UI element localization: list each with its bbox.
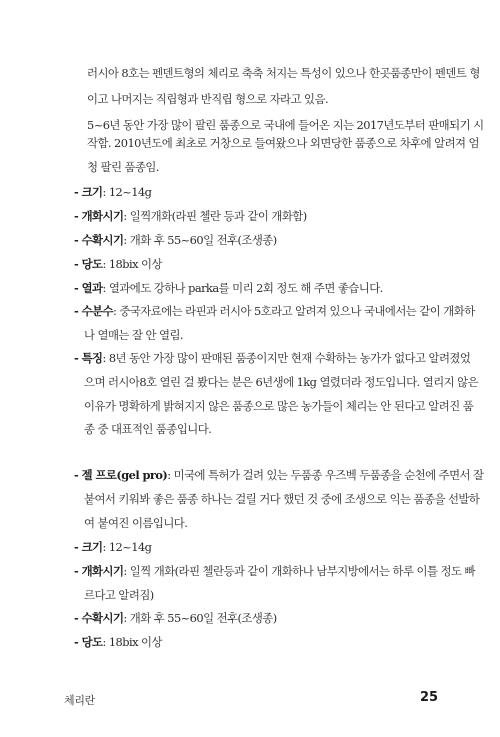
spec-harvest (74, 233, 277, 247)
spec-bloom (74, 564, 475, 578)
spec-value: : 18bix 이상 (102, 635, 162, 649)
spec-label: - 개화시기 (74, 564, 124, 578)
spec-value: : 중국자료에는 라핀과 러시아 5호라고 알려져 있으나 국내에서는 같이 개화하 (112, 304, 475, 318)
spec-continuation: 으며 러시아8호 열린 걸 봤다는 분은 6년생에 1kg 열렸더라 정도입니다. 열리지 않은 (84, 375, 479, 389)
intro-line: 이고 나머지는 직립형과 반직립 형으로 자라고 있음. (87, 92, 329, 106)
spec-label: - 수확시기 (74, 233, 124, 247)
spec-continuation: 여 붙여진 이름입니다. (84, 516, 188, 530)
spec-size (74, 540, 151, 554)
spec-crack (74, 281, 383, 295)
spec-value: : 18bix 이상 (102, 257, 162, 271)
spec-label: - 당도 (74, 635, 103, 649)
spec-continuation: 나 열매는 잘 안 열림. (84, 328, 183, 342)
intro-line: 러시아 8호는 펜덴트형의 체리로 축축 처지는 특성이 있으나 한곳품종만이 펜덴트 형 (87, 66, 480, 80)
spec-label: - 젤 프로(gel pro) (74, 468, 168, 482)
spec-value: : 개화 후 55~60일 전후(조생종) (123, 233, 277, 247)
spec-label: - 크기 (74, 185, 103, 199)
spec-continuation: 종 중 대표적인 품종입니다. (84, 422, 212, 436)
spec-value: : 일찍개화(라핀 첼란 등과 같이 개화함) (123, 209, 307, 223)
intro-line: 청 팔린 품종임. (87, 160, 159, 174)
intro-line: 5~6년 동안 가장 많이 팔린 품종으로 국내에 들어온 지는 2017년도부터 판매되기 시 (87, 118, 484, 132)
spec-value: : 일찍 개화(라핀 첼란등과 같이 개화하나 남부지방에서는 하루 이틀 정도 빠 (123, 564, 475, 578)
spec-label: - 크기 (74, 540, 103, 554)
spec-name (74, 468, 484, 482)
spec-value: : 열과에도 강하나 parka를 미리 2회 정도 해 주면 좋습니다. (102, 281, 383, 295)
spec-label: - 특징 (74, 351, 103, 365)
spec-continuation: 붙여서 키워봐 좋은 품종 하나는 걸릴 거다 했던 것 중에 조생으로 익는 품종을 선발하 (84, 492, 480, 506)
spec-feature (74, 351, 470, 365)
spec-label: - 수분수 (74, 304, 113, 318)
spec-continuation: 르다고 알려짐) (84, 588, 154, 602)
spec-sugar (74, 257, 162, 271)
spec-label: - 열과 (74, 281, 103, 295)
spec-bloom (74, 209, 307, 223)
spec-label: - 개화시기 (74, 209, 124, 223)
spec-value: : 개화 후 55~60일 전후(조생종) (123, 611, 277, 625)
spec-continuation: 이유가 명확하게 밝혀지지 않은 품종으로 많은 농가들이 체리는 안 된다고 알려진 품 (84, 399, 474, 413)
spec-value: : 미국에 특허가 걸려 있는 두품종 우즈벡 두품종을 순천에 주면서 잘 (167, 468, 484, 482)
spec-label: - 수확시기 (74, 611, 124, 625)
spec-value: : 12~14g (102, 540, 152, 554)
running-footer-title: 체리란 (64, 694, 95, 707)
spec-sugar (74, 635, 162, 649)
spec-label: - 당도 (74, 257, 103, 271)
spec-value: : 8년 동안 가장 많이 판매된 품종이지만 현재 수확하는 농가가 없다고 알려졌었 (102, 351, 471, 365)
spec-pollen (74, 304, 475, 318)
spec-harvest (74, 611, 277, 625)
page-number: 25 (420, 690, 439, 705)
spec-value: : 12~14g (102, 185, 152, 199)
spec-size (74, 185, 151, 199)
intro-line: 작함. 2010년도에 최초로 거창으로 들여왔으나 외면당한 품종으로 차후에 알려져 엄 (87, 136, 480, 150)
